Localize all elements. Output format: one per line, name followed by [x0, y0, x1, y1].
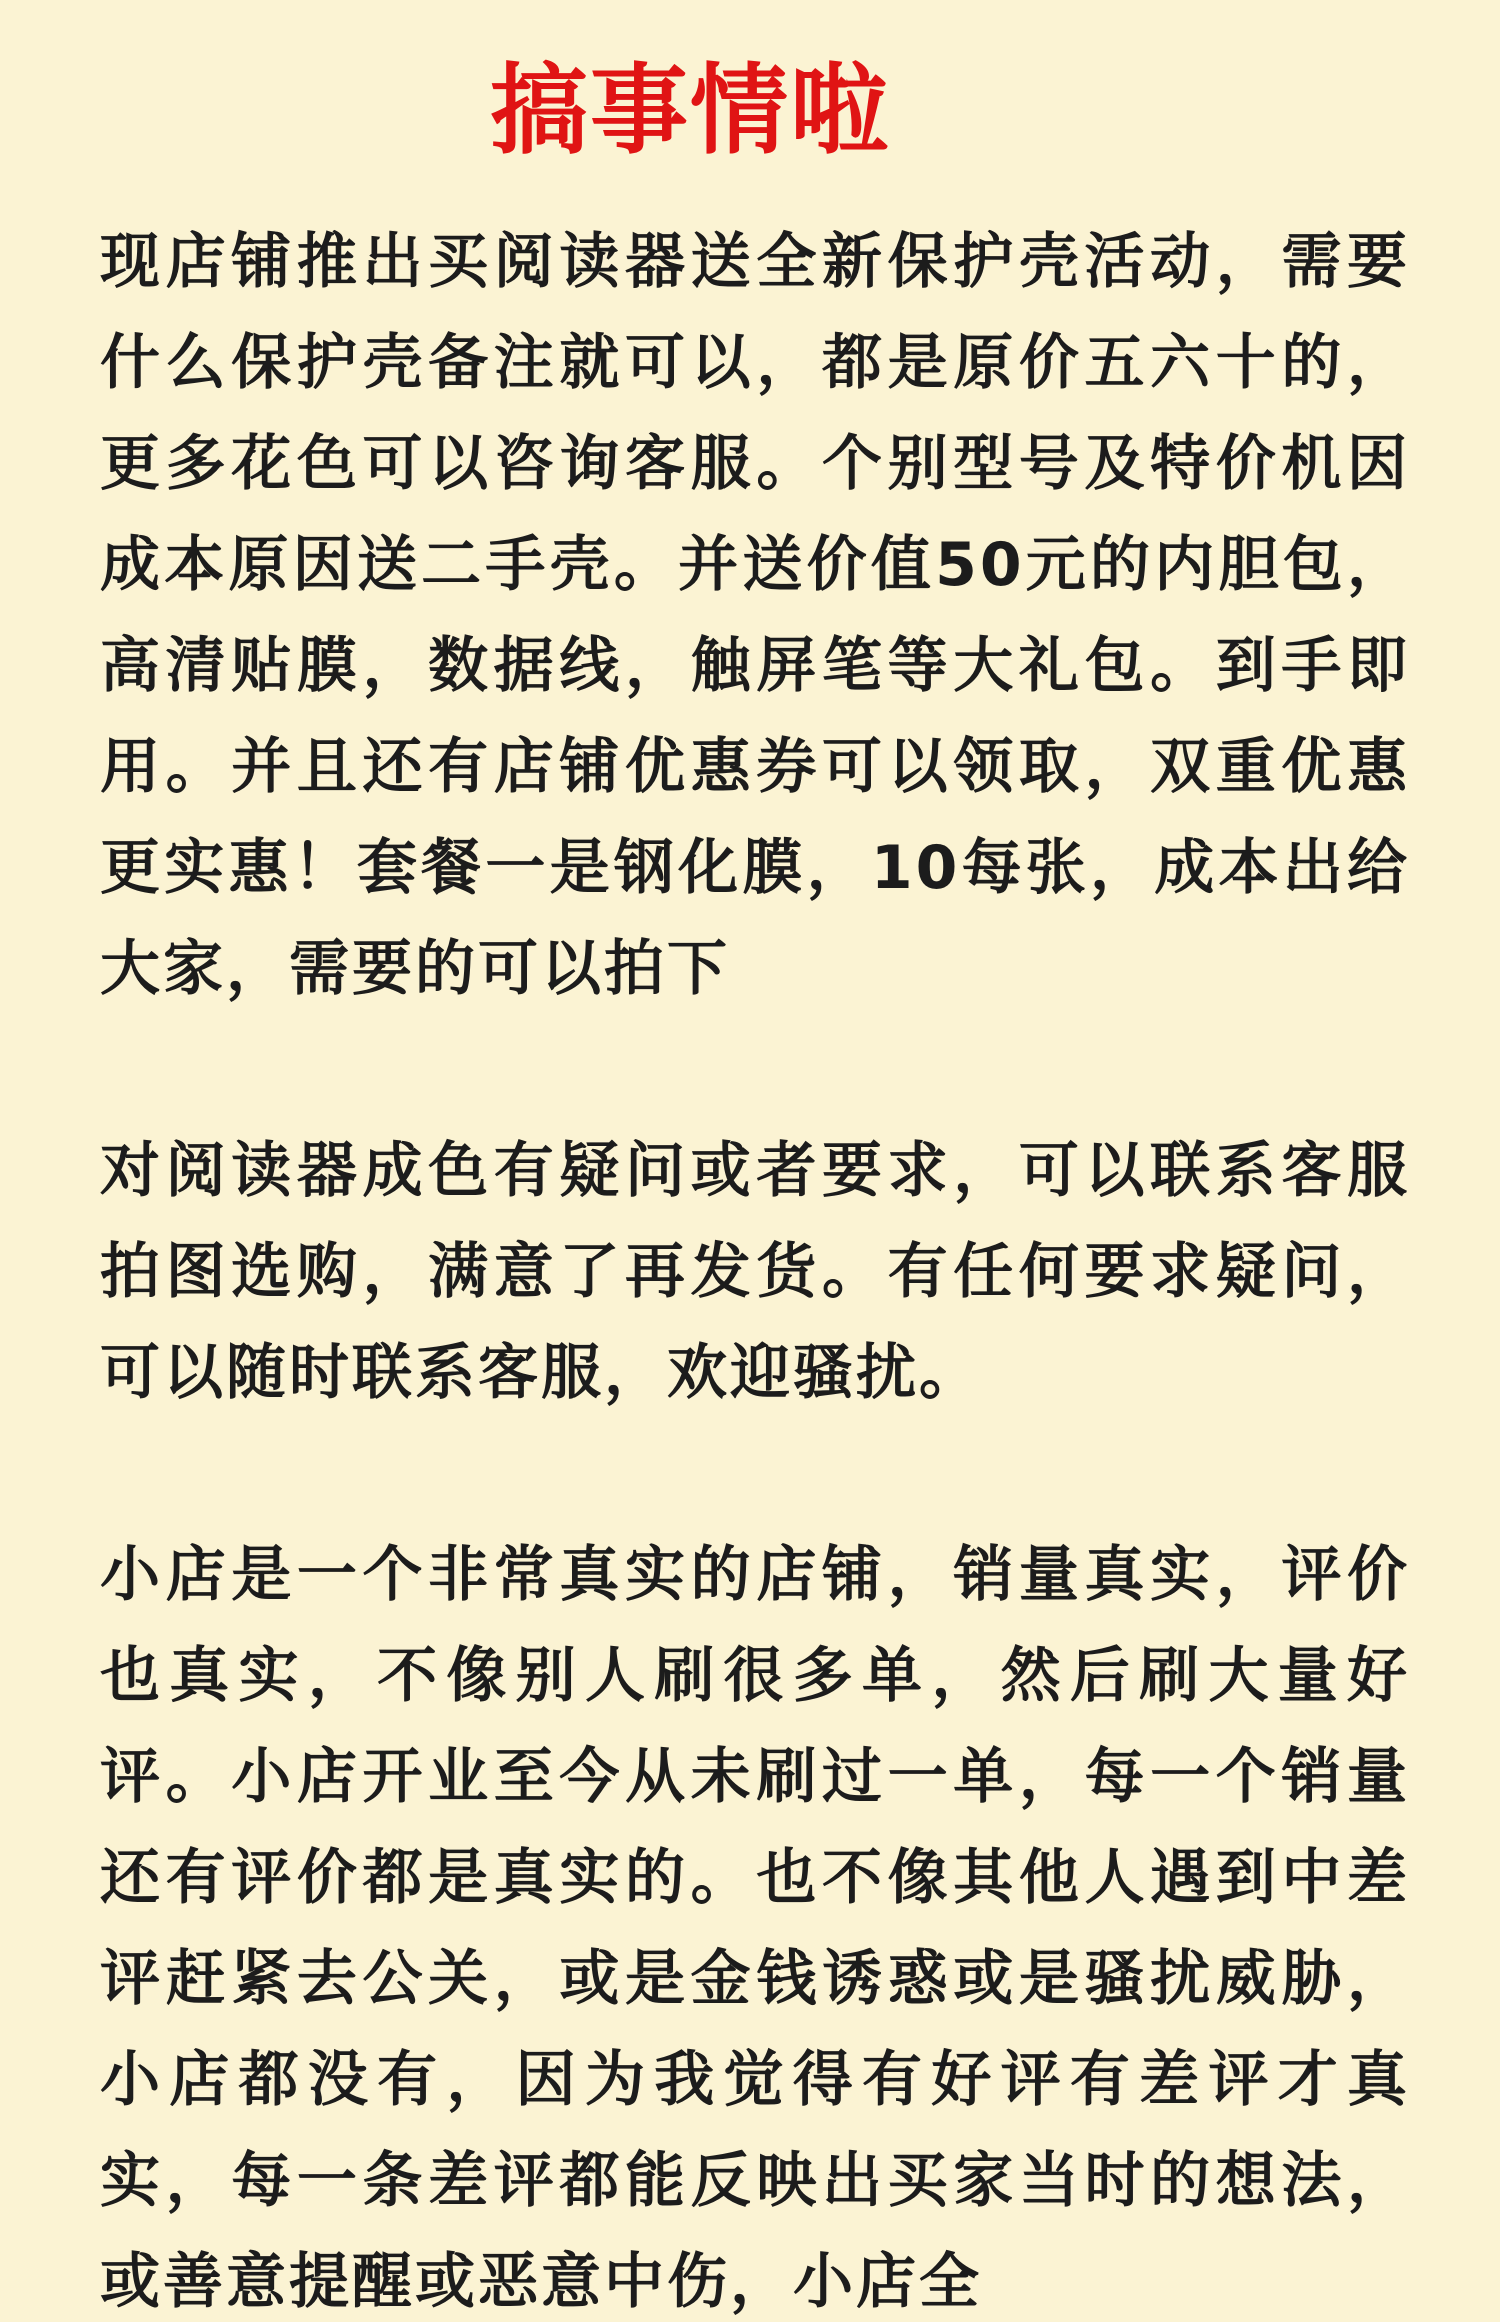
page-title: 搞事情啦 [489, 54, 890, 168]
content-body [100, 212, 1410, 2322]
paragraph-store-honesty: 小店是一个非常真实的店铺，销量真实，评价也真实，不像别人刷很多单，然后刷大量好评。小店开业至今从未刷过一单，每一个销量还有评价都是真实的。也不像其他人遇到中差评赶紧去公关，或是金钱诱惑或是骚扰威胁，小店都没有，因为我觉得有好评有差评才真实，每一条差评都能反映出买家当时的想法，或善意提醒或恶意中伤，小店全 [100, 1540, 1410, 2317]
paragraph-promotion: 现店铺推出买阅读器送全新保护壳活动，需要什么保护壳备注就可以，都是原价五六十的，更多花色可以咨询客服。个别型号及特价机因成本原因送二手壳。并送价值50元的内胆包，高清贴膜，数据线，触屏笔等大礼包。到手即用。并且还有店铺优惠券可以领取，双重优惠更实惠！套餐一是钢化膜，10每张，成本出给大家，需要的可以拍下 [100, 227, 1410, 1004]
paragraph-customer-service: 对阅读器成色有疑问或者要求，可以联系客服拍图选购，满意了再发货。有任何要求疑问，可以随时联系客服，欢迎骚扰。 [100, 1136, 1410, 1408]
